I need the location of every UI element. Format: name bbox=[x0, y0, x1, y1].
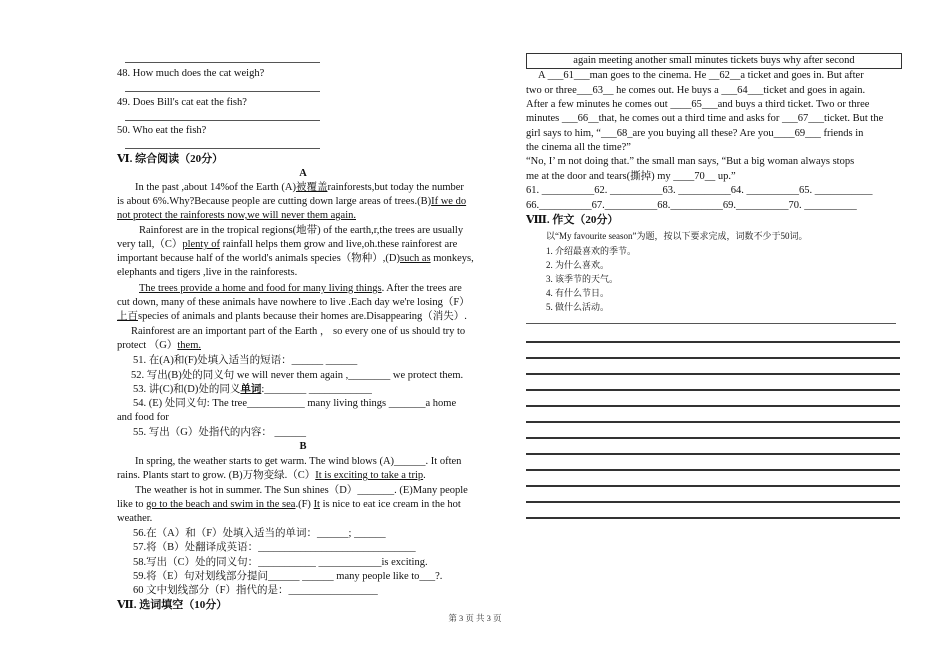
writing-line[interactable] bbox=[526, 501, 900, 503]
question-51[interactable]: 51. 在(A)和(F)处填入适当的短语：______ ______ bbox=[133, 355, 358, 366]
passage-a-text: important because half of the world's animals species（物种）,(D)such as monkeys, bbox=[117, 253, 474, 264]
writing-item: 5. 做什么活动。 bbox=[546, 302, 610, 312]
answer-line[interactable] bbox=[125, 148, 320, 149]
question-54[interactable]: 54. (E) 处同义句: The tree___________ many living things _______a home bbox=[133, 398, 457, 409]
writing-item: 3. 该季节的天气。 bbox=[546, 274, 619, 284]
writing-line[interactable] bbox=[526, 405, 900, 407]
cloze-line: two or three___63__ he comes out. He buys a ___64___ticket and goes in again. bbox=[526, 85, 866, 96]
question-49: 49. Does Bill's cat eat the fish? bbox=[117, 97, 247, 108]
question-52[interactable]: 52. 写出(B)处的同义句 we will never them again ,________ we protect them. bbox=[131, 370, 464, 381]
word-bank-box: again meeting another small minutes tickets buys why after second bbox=[526, 53, 902, 69]
passage-b-text: weather. bbox=[117, 513, 153, 524]
passage-a-text: Rainforest are in the tropical regions(地带) of the earth,r,the trees are usually bbox=[139, 225, 464, 236]
section-8-heading: Ⅷ. 作文（20分） bbox=[526, 214, 619, 226]
cloze-answers-66-70[interactable]: 66.__________67.__________68.__________69.__________70. __________ bbox=[526, 200, 857, 211]
writing-line[interactable] bbox=[526, 373, 900, 375]
writing-line[interactable] bbox=[526, 323, 896, 324]
passage-a-text: protect （G）them. bbox=[117, 340, 201, 351]
question-48: 48. How much does the cat weigh? bbox=[117, 68, 265, 79]
writing-prompt: 以“My favourite season”为题，按以下要求完成，词数不少于50词。 bbox=[546, 231, 808, 241]
section-6-heading: Ⅵ. 综合阅读（20分） bbox=[117, 153, 224, 165]
writing-line[interactable] bbox=[526, 437, 900, 439]
passage-a-text: very tall,（C）plenty of rainfall helps them grow and live,oh.these rainforest are bbox=[117, 239, 458, 250]
writing-line[interactable] bbox=[526, 453, 900, 455]
cloze-line: minutes ___66__that, he comes out a third time and asks for ___67___ticket. But the bbox=[526, 113, 884, 124]
writing-item: 2. 为什么喜欢。 bbox=[546, 260, 610, 270]
passage-a-text: The trees provide a home and food for many living things. After the trees are bbox=[139, 283, 462, 294]
question-56[interactable]: 56.在（A）和（F）处填入适当的单词：______; ______ bbox=[133, 528, 386, 539]
answer-line[interactable] bbox=[125, 62, 320, 63]
passage-a-text: 上百species of animals and plants because their homes are.Disappearing（消失）. bbox=[117, 311, 467, 322]
passage-a-text: elephants and tigers ,live in the rainforests. bbox=[117, 267, 298, 278]
question-57[interactable]: 57.将（B）处翻译成英语：______________________________ bbox=[133, 542, 416, 553]
question-53[interactable]: 53. 讲(C)和(D)处的同义单词:________ ____________ bbox=[133, 384, 372, 395]
page-footer: 第 3 页 共 3 页 bbox=[448, 613, 502, 623]
cloze-line: “No, I’ m not doing that.” the small man says, “But a big woman always stops bbox=[526, 156, 855, 167]
writing-line[interactable] bbox=[526, 357, 900, 359]
writing-line[interactable] bbox=[526, 341, 900, 343]
writing-line[interactable] bbox=[526, 421, 900, 423]
question-50: 50. Who eat the fish? bbox=[117, 125, 207, 136]
section-7-heading: Ⅶ. 选词填空（10分） bbox=[117, 599, 228, 611]
writing-line[interactable] bbox=[526, 389, 900, 391]
passage-b-text: like to go to the beach and swim in the sea.(F) It is nice to eat ice cream in the hot bbox=[117, 499, 461, 510]
cloze-line: girl says to him, “___68_are you buying all these? Are you____69___ friends in bbox=[526, 128, 864, 139]
passage-b-text: The weather is hot in summer. The Sun shines（D）_______. (E)Many people bbox=[135, 485, 468, 496]
writing-item: 1. 介绍最喜欢的季节。 bbox=[546, 246, 637, 256]
passage-a-text: not protect the rainforests now,we will never them again. bbox=[117, 210, 356, 221]
cloze-answers-61-65[interactable]: 61. __________62. __________63. __________64. __________65. ___________ bbox=[526, 185, 873, 196]
question-60[interactable]: 60 文中划线部分（F）指代的是：_________________ bbox=[133, 585, 378, 596]
cloze-line: After a few minutes he comes out ____65___and buys a third ticket. Two or three bbox=[526, 99, 870, 110]
passage-a-text: In the past ,about 14%of the Earth (A)被覆盖rainforests,but today the number bbox=[135, 182, 464, 193]
passage-a-text: cut down, many of these animals have nowhere to live .Each day we're losing（F） bbox=[117, 297, 470, 308]
cloze-line: me at the door and tears(撕掉) my ____70__ up.” bbox=[526, 171, 736, 182]
writing-item: 4. 有什么节日。 bbox=[546, 288, 610, 298]
passage-b-title: B bbox=[299, 441, 307, 452]
cloze-line: the cinema all the time?” bbox=[526, 142, 631, 153]
passage-a-title: A bbox=[299, 168, 307, 179]
question-58[interactable]: 58.写出（C）处的同义句：___________ ____________is exciting. bbox=[133, 557, 428, 568]
passage-a-text: Rainforest are an important part of the Earth ， so every one of us should try to bbox=[131, 326, 466, 337]
answer-line[interactable] bbox=[125, 120, 320, 121]
cloze-line: A ___61___man goes to the cinema. He __62__a ticket and goes in. But after bbox=[538, 70, 864, 81]
question-54-cont: and food for bbox=[117, 412, 169, 423]
answer-line[interactable] bbox=[125, 91, 320, 92]
writing-line[interactable] bbox=[526, 517, 900, 519]
writing-line[interactable] bbox=[526, 485, 900, 487]
passage-a-text: is about 6%.Why?Because people are cutting down large areas of trees.(B)If we do bbox=[117, 196, 467, 207]
question-55[interactable]: 55. 写出（G）处指代的内容： ______ bbox=[133, 427, 306, 438]
writing-line[interactable] bbox=[526, 469, 900, 471]
passage-b-text: rains. Plants start to grow. (B)万物变绿.（C）It is exciting to take a trip. bbox=[117, 470, 426, 481]
passage-b-text: In spring, the weather starts to get warm. The wind blows (A)______. It often bbox=[135, 456, 462, 467]
question-59[interactable]: 59.将（E）句对划线部分提问______ ______ many people like to___?. bbox=[133, 571, 443, 582]
